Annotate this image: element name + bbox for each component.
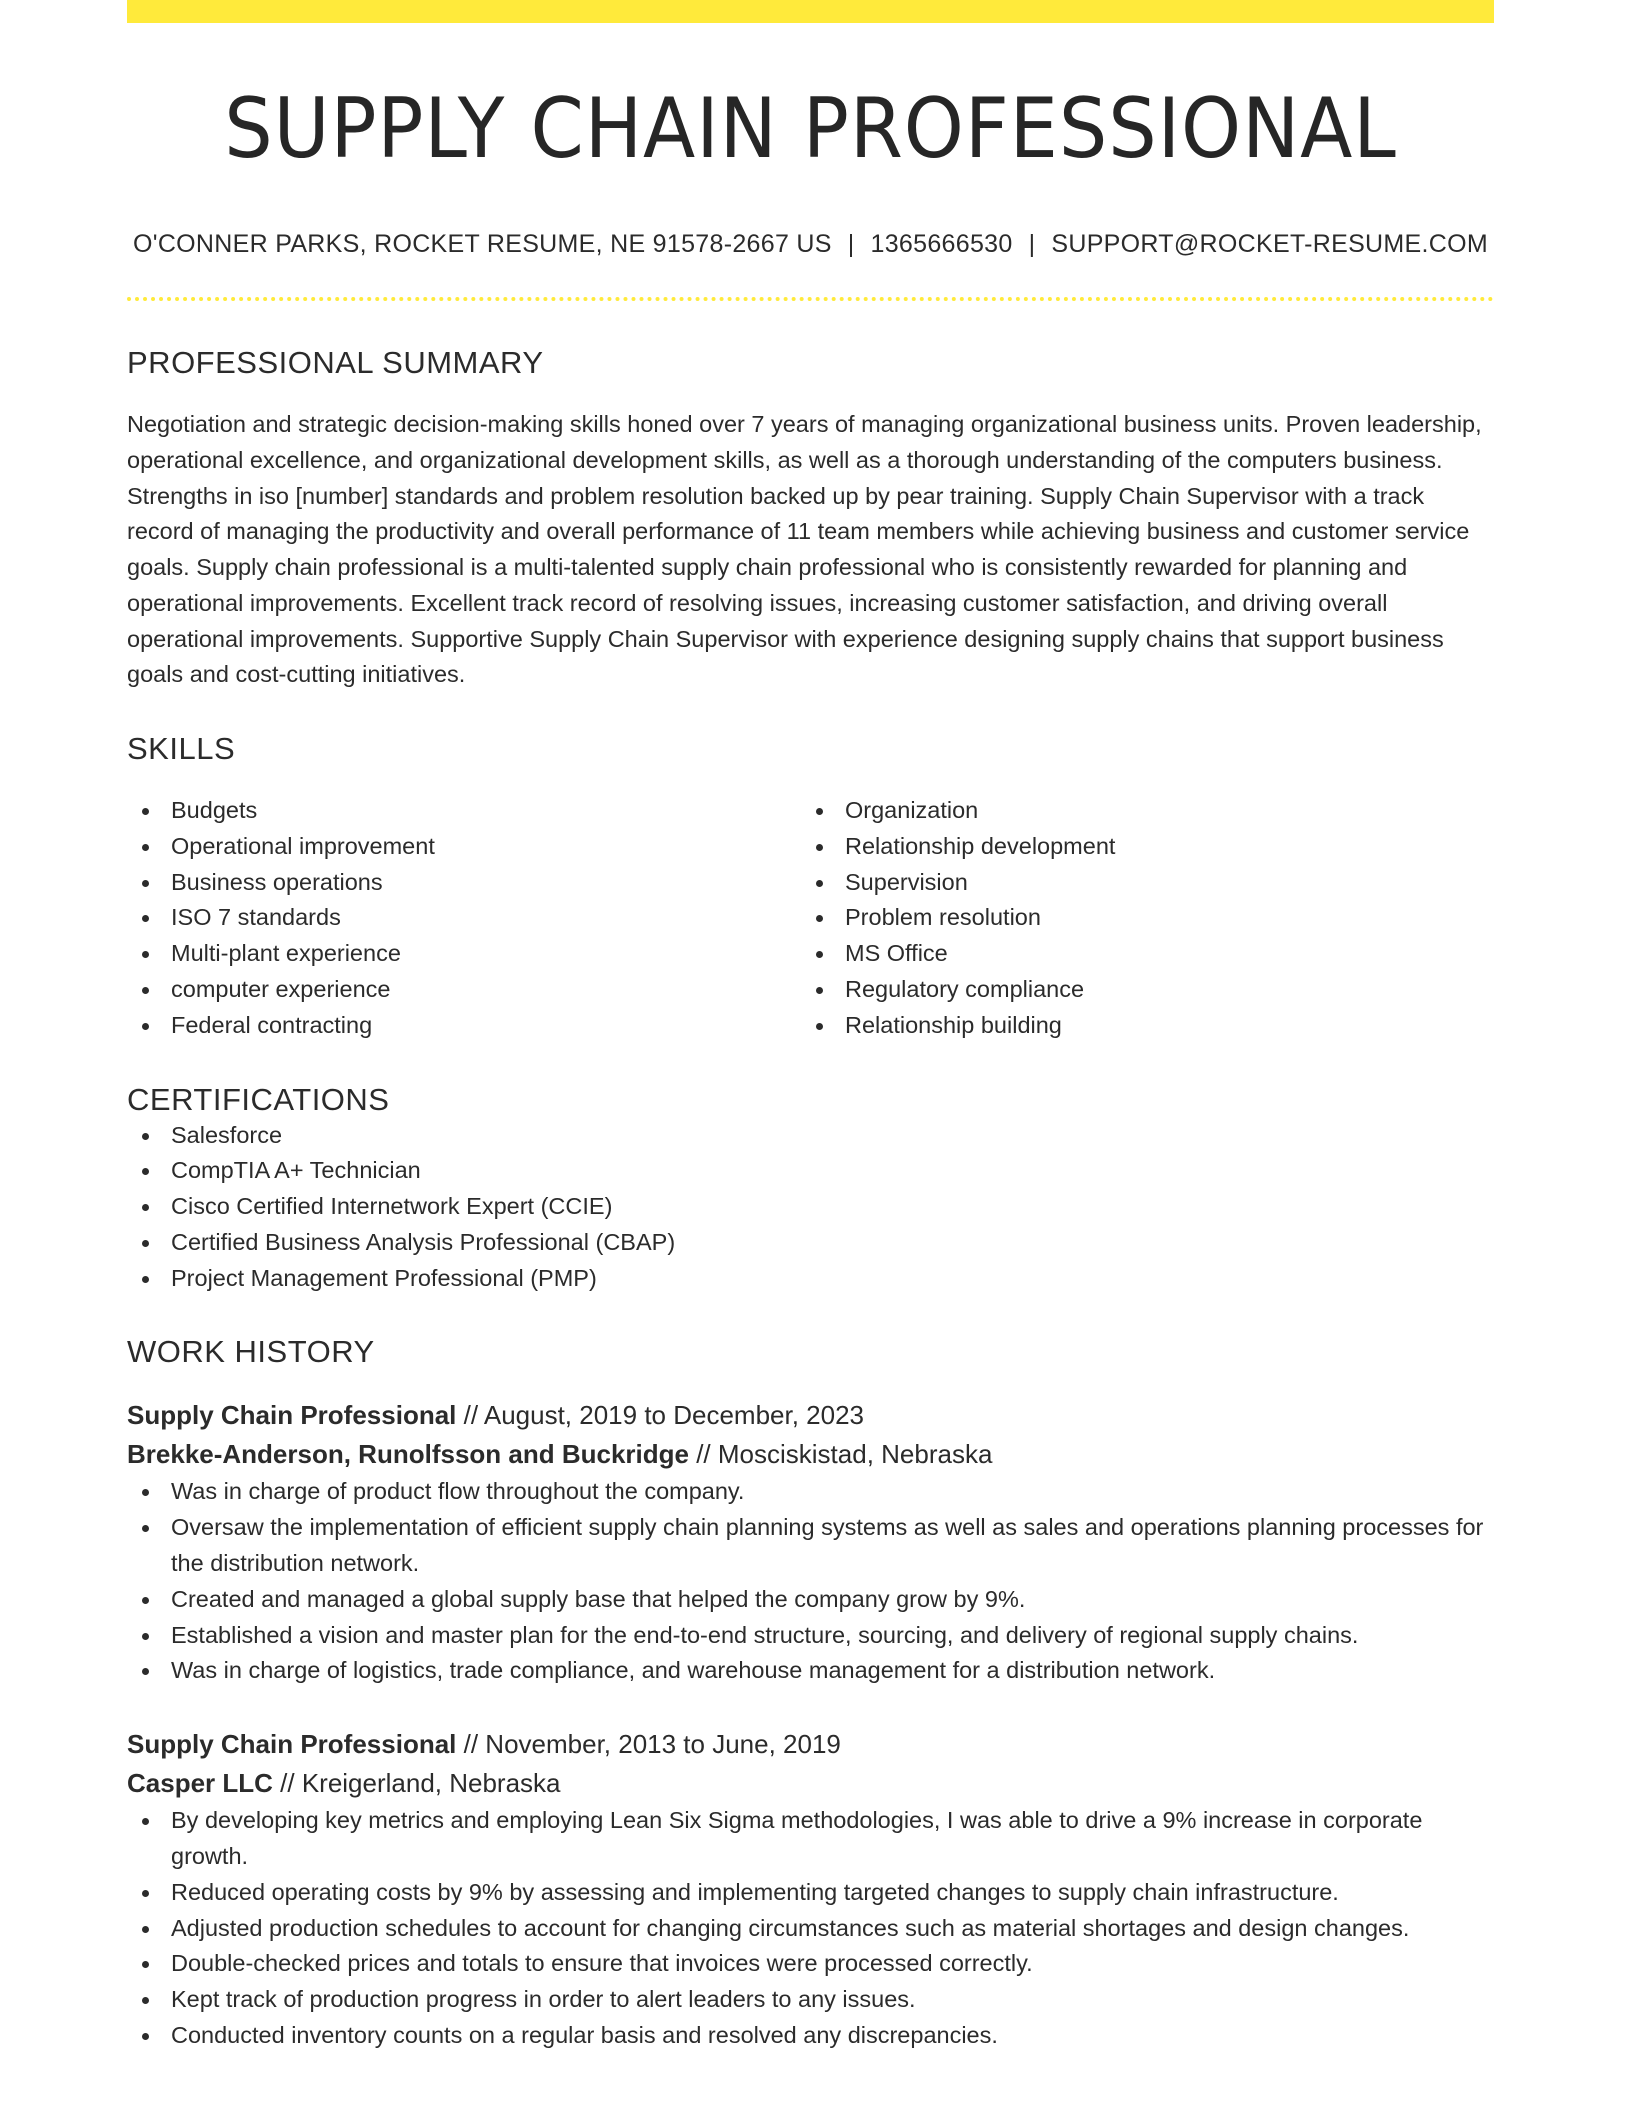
job-bullet: Double-checked prices and totals to ensure that invoices were processed correctly. (127, 1946, 1494, 1982)
skill-item: MS Office (801, 936, 1475, 972)
job-title: Supply Chain Professional (127, 1729, 457, 1760)
skill-item: Organization (801, 793, 1475, 829)
skills-right-list (801, 793, 1475, 1044)
skill-item: Business operations (127, 865, 801, 901)
job-title-line (127, 1396, 1494, 1435)
job-bullet: Established a vision and master plan for the end-to-end structure, sourcing, and delivery of regional supply chains. (127, 1618, 1494, 1654)
skill-item: Relationship building (801, 1008, 1475, 1044)
job-bullet: Oversaw the implementation of efficient supply chain planning systems as well as sales and operations planning processes for the distribution network. (127, 1510, 1494, 1582)
certification-item: CompTIA A+ Technician (127, 1153, 1494, 1189)
work-history-heading: WORK HISTORY (127, 1334, 375, 1370)
resume-name: SUPPLY CHAIN PROFESSIONAL (224, 80, 1397, 177)
skill-item: Relationship development (801, 829, 1475, 865)
skill-item: Federal contracting (127, 1008, 801, 1044)
skills-left-column (127, 793, 801, 1044)
contact-address: O'CONNER PARKS, ROCKET RESUME, NE 91578-2667 US (133, 230, 832, 259)
certification-item: Salesforce (127, 1118, 1494, 1154)
job-bullet: Conducted inventory counts on a regular basis and resolved any discrepancies. (127, 2018, 1494, 2054)
skills-grid (127, 793, 1494, 1044)
skill-item: Regulatory compliance (801, 972, 1475, 1008)
job-dates: // November, 2013 to June, 2019 (456, 1729, 841, 1760)
certification-item: Cisco Certified Internetwork Expert (CCIE) (127, 1189, 1494, 1225)
certification-item: Certified Business Analysis Professional (CBAP) (127, 1225, 1494, 1261)
skills-heading: SKILLS (127, 730, 236, 766)
skills-right-column (801, 793, 1475, 1044)
skill-item: Operational improvement (127, 829, 801, 865)
job-company-line (127, 1764, 1494, 1803)
resume-page (127, 0, 1494, 2054)
job-location: // Mosciskistad, Nebraska (688, 1439, 993, 1470)
job-bullet: Adjusted production schedules to account for changing circumstances such as material shortages and design changes. (127, 1911, 1494, 1947)
job-title: Supply Chain Professional (127, 1400, 457, 1431)
contact-phone: 1365666530 (870, 230, 1013, 259)
contact-line (127, 230, 1494, 259)
contact-email: SUPPORT@ROCKET-RESUME.COM (1051, 230, 1488, 259)
job-bullet: By developing key metrics and employing Lean Six Sigma methodologies, I was able to drive a 9% increase in corporate growth. (127, 1803, 1494, 1875)
skill-item: Problem resolution (801, 900, 1475, 936)
job-company: Casper LLC (127, 1768, 273, 1799)
skills-left-list (127, 793, 801, 1044)
skill-item: Budgets (127, 793, 801, 829)
job-entry (127, 1725, 1494, 2054)
skill-item: Supervision (801, 865, 1475, 901)
job-title-line (127, 1725, 1494, 1764)
certifications-list (127, 1118, 1494, 1297)
skill-item: Multi-plant experience (127, 936, 801, 972)
job-company: Brekke-Anderson, Runolfsson and Buckridge (127, 1439, 689, 1470)
job-bullet: Was in charge of product flow throughout the company. (127, 1474, 1494, 1510)
job-company-line (127, 1435, 1494, 1474)
certification-item: Project Management Professional (PMP) (127, 1261, 1494, 1297)
summary-heading: PROFESSIONAL SUMMARY (127, 345, 544, 381)
skill-item: computer experience (127, 972, 801, 1008)
contact-separator: | (1028, 230, 1036, 259)
certifications-heading: CERTIFICATIONS (127, 1081, 390, 1117)
contact-separator: | (847, 230, 855, 259)
job-dates: // August, 2019 to December, 2023 (456, 1400, 865, 1431)
job-bullet: Reduced operating costs by 9% by assessing and implementing targeted changes to supply chain infrastructure. (127, 1875, 1494, 1911)
skill-item: ISO 7 standards (127, 900, 801, 936)
job-bullets (127, 1474, 1494, 1689)
job-bullets (127, 1803, 1494, 2054)
accent-top-bar (127, 0, 1494, 23)
job-location: // Kreigerland, Nebraska (272, 1768, 561, 1799)
dotted-divider (127, 297, 1494, 301)
summary-text: Negotiation and strategic decision-making skills honed over 7 years of managing organizational business units. Proven leadership, operational excellence, and organizational development skills, as well as a thorough understanding of the computers business. Strengths in iso [number] standards and problem resolution backed up by pear training. Supply Chain Supervisor with a track record of managing the productivity and overall performance of 11 team members while achieving business and customer service goals. Supply chain professional is a multi-talented supply chain professional who is consistently rewarded for planning and operational improvements. Excellent track record of resolving issues, increasing customer satisfaction, and driving overall operational improvements. Supportive Supply Chain Supervisor with experience designing supply chains that support business goals and cost-cutting initiatives. (127, 411, 1482, 688)
job-bullet: Was in charge of logistics, trade compliance, and warehouse management for a distribution network. (127, 1653, 1494, 1689)
job-entry (127, 1396, 1494, 1689)
job-bullet: Kept track of production progress in order to alert leaders to any issues. (127, 1982, 1494, 2018)
job-bullet: Created and managed a global supply base that helped the company grow by 9%. (127, 1582, 1494, 1618)
